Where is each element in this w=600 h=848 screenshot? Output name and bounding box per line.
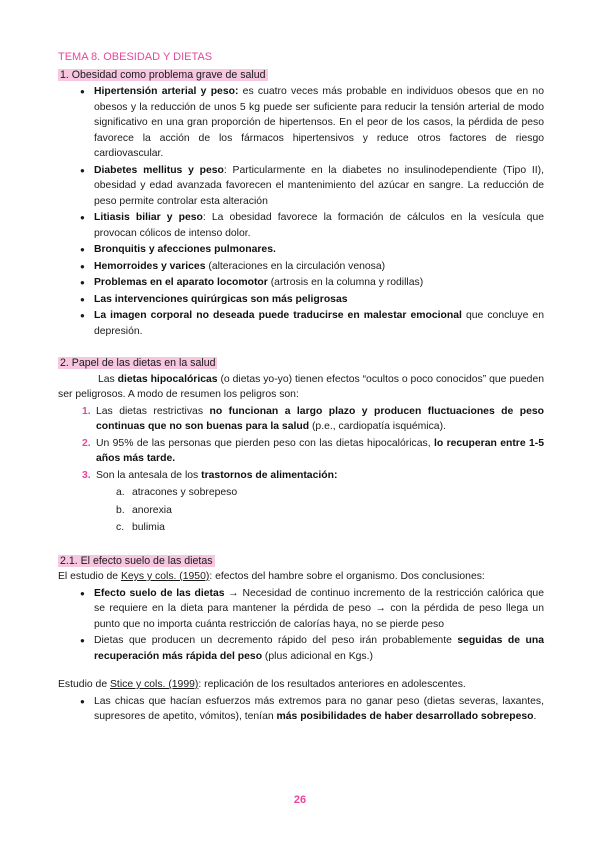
section-2-1-list <box>58 586 544 665</box>
intro-text: : efectos del hambre sobre el organismo. Dos conclusiones: <box>209 571 485 582</box>
item-text: (alteraciones en la circulación venosa) <box>205 260 386 272</box>
item-text: atracones y sobrepeso <box>132 487 238 498</box>
intro-text: Estudio de <box>58 679 110 690</box>
item-letter: b. <box>116 504 125 516</box>
list-item <box>80 586 544 633</box>
section-1-heading-line <box>58 68 544 84</box>
list-item <box>80 84 544 162</box>
item-text: es cuatro veces más probable en individuos obesos que en no obesos y la reducción de unos 5 kg puede ser suficiente para reducir la tensión arterial de modo significativo en una gran proporción de hipertensos. En el peor de los casos, la pérdida de peso favorece la acción de los fármacos hipertensivos y reduce otros factores de riesgo cardiovascular. <box>94 86 544 159</box>
disorders-sublist <box>58 485 544 536</box>
item-number: 1. <box>82 405 91 417</box>
document-page <box>58 50 544 726</box>
section-2-heading: 2. Papel de las dietas en la salud <box>60 357 216 369</box>
item-bold: lo recuperan entre 1-5 años más tarde. <box>96 437 544 464</box>
list-item <box>80 694 544 725</box>
item-text: . <box>533 711 537 722</box>
spacer <box>58 665 544 677</box>
item-text: Dietas que producen un decremento rápido del peso irán probablemente <box>94 635 458 646</box>
list-item <box>80 163 544 210</box>
list-item <box>80 259 544 275</box>
spacer <box>58 340 544 356</box>
intro-text: : replicación de los resultados anteriores en adolescentes. <box>198 679 466 690</box>
item-text: anorexia <box>132 504 172 516</box>
item-bold: seguidas de una recuperación más rápida del peso <box>94 635 544 662</box>
sublist-item <box>116 503 544 519</box>
item-number: 2. <box>82 437 91 449</box>
item-bold: Efecto suelo de las dietas <box>94 587 225 599</box>
item-letter: a. <box>116 487 125 498</box>
section-2-1-heading: 2.1. El efecto suelo de las dietas <box>60 554 213 567</box>
stice-study-intro <box>58 677 544 693</box>
intro-text: El estudio de <box>58 571 121 582</box>
item-text: : Particularmente en la diabetes no insulinodependiente (Tipo II), obesidad y edad avanzada favorecen el mantenimiento del azúcar en sangre. La reducción de peso permite controlar esta alteración <box>94 164 544 207</box>
section-2-intro <box>58 372 544 403</box>
section-2-heading-line <box>58 356 544 372</box>
item-bold: más posibilidades de haber desarrollado sobrepeso <box>276 711 534 722</box>
item-bold: Hemorroides y varices <box>94 260 206 272</box>
list-item <box>82 404 544 435</box>
item-text: Las dietas restrictivas <box>96 405 210 417</box>
arrow-right-icon: → <box>224 587 243 599</box>
item-text: Son la antesala de los <box>96 469 202 481</box>
item-letter: c. <box>116 522 125 533</box>
item-bold: Las intervenciones quirúrgicas son más peligrosas <box>94 293 348 305</box>
sublist-item <box>116 520 544 536</box>
intro-text: (o dietas yo-yo) tienen efectos “ocultos o poco conocidos” que pueden ser peligrosos. A modo de resumen los peligros son: <box>58 373 545 400</box>
section-2-1-heading-line <box>58 554 544 570</box>
arrow-right-icon: → <box>371 603 391 614</box>
section-1-heading: 1. Obesidad como problema grave de salud <box>60 68 266 81</box>
spacer <box>58 538 544 554</box>
section-2-1-intro <box>58 569 544 585</box>
section-2-list <box>58 404 544 484</box>
document-title: TEMA 8. OBESIDAD Y DIETAS <box>58 51 213 63</box>
item-text: (p.e., cardiopatía isquémica). <box>309 421 446 432</box>
item-text: bulimia <box>132 522 165 533</box>
list-item <box>80 275 544 291</box>
item-text: Las chicas que hacían esfuerzos más extremos para no ganar peso (dietas severas, laxantes, supresores de apetito, vómitos), tenían <box>94 695 544 722</box>
item-text: Necesidad de continuo incremento de la restricción calórica que se requiere en la dieta para mantener la pérdida de peso <box>94 587 544 614</box>
item-text: (artrosis en la columna y rodillas) <box>267 277 424 288</box>
list-item <box>80 292 544 308</box>
item-text: que concluye en depresión. <box>94 310 544 337</box>
item-bold: Litiasis biliar y peso <box>94 212 203 223</box>
item-text: (plus adicional en Kgs.) <box>262 650 373 662</box>
item-text: con la pérdida de peso llega un punto que no importa cuánta restricción de calorías haya, no se pierde peso <box>94 603 544 630</box>
citation: Keys y cols. (1950) <box>120 571 210 582</box>
list-item <box>80 210 544 241</box>
item-text: : La obesidad favorece la formación de cálculos en la vesícula que provocan cólicos de intenso dolor. <box>94 212 544 239</box>
item-bold: Problemas en el aparato locomotor <box>94 277 268 288</box>
intro-text: Las <box>98 373 118 385</box>
section-1-list <box>58 84 544 339</box>
list-item <box>82 468 544 484</box>
intro-bold: dietas hipocalóricas <box>117 373 218 385</box>
citation: Stice y cols. (1999) <box>110 679 199 690</box>
item-number: 3. <box>82 469 91 481</box>
list-item <box>80 242 544 258</box>
stice-study-list <box>58 694 544 725</box>
item-text: Un 95% de las personas que pierden peso con las dietas hipocalóricas, <box>96 437 434 449</box>
item-bold: Diabetes mellitus y peso <box>94 164 224 176</box>
list-item <box>80 308 544 339</box>
list-item <box>80 633 544 664</box>
item-bold: trastornos de alimentación: <box>201 469 338 481</box>
item-bold: Bronquitis y afecciones pulmonares. <box>94 244 276 255</box>
list-item <box>82 436 544 467</box>
sublist-item <box>116 485 544 501</box>
item-bold: Hipertensión arterial y peso: <box>94 86 239 97</box>
page-number: 26 <box>293 794 307 806</box>
item-bold: La imagen corporal no deseada puede traducirse en malestar emocional <box>94 310 462 321</box>
item-bold: no funcionan a largo plazo y producen fluctuaciones de peso continuas que no son buenas para la salud <box>96 405 544 432</box>
